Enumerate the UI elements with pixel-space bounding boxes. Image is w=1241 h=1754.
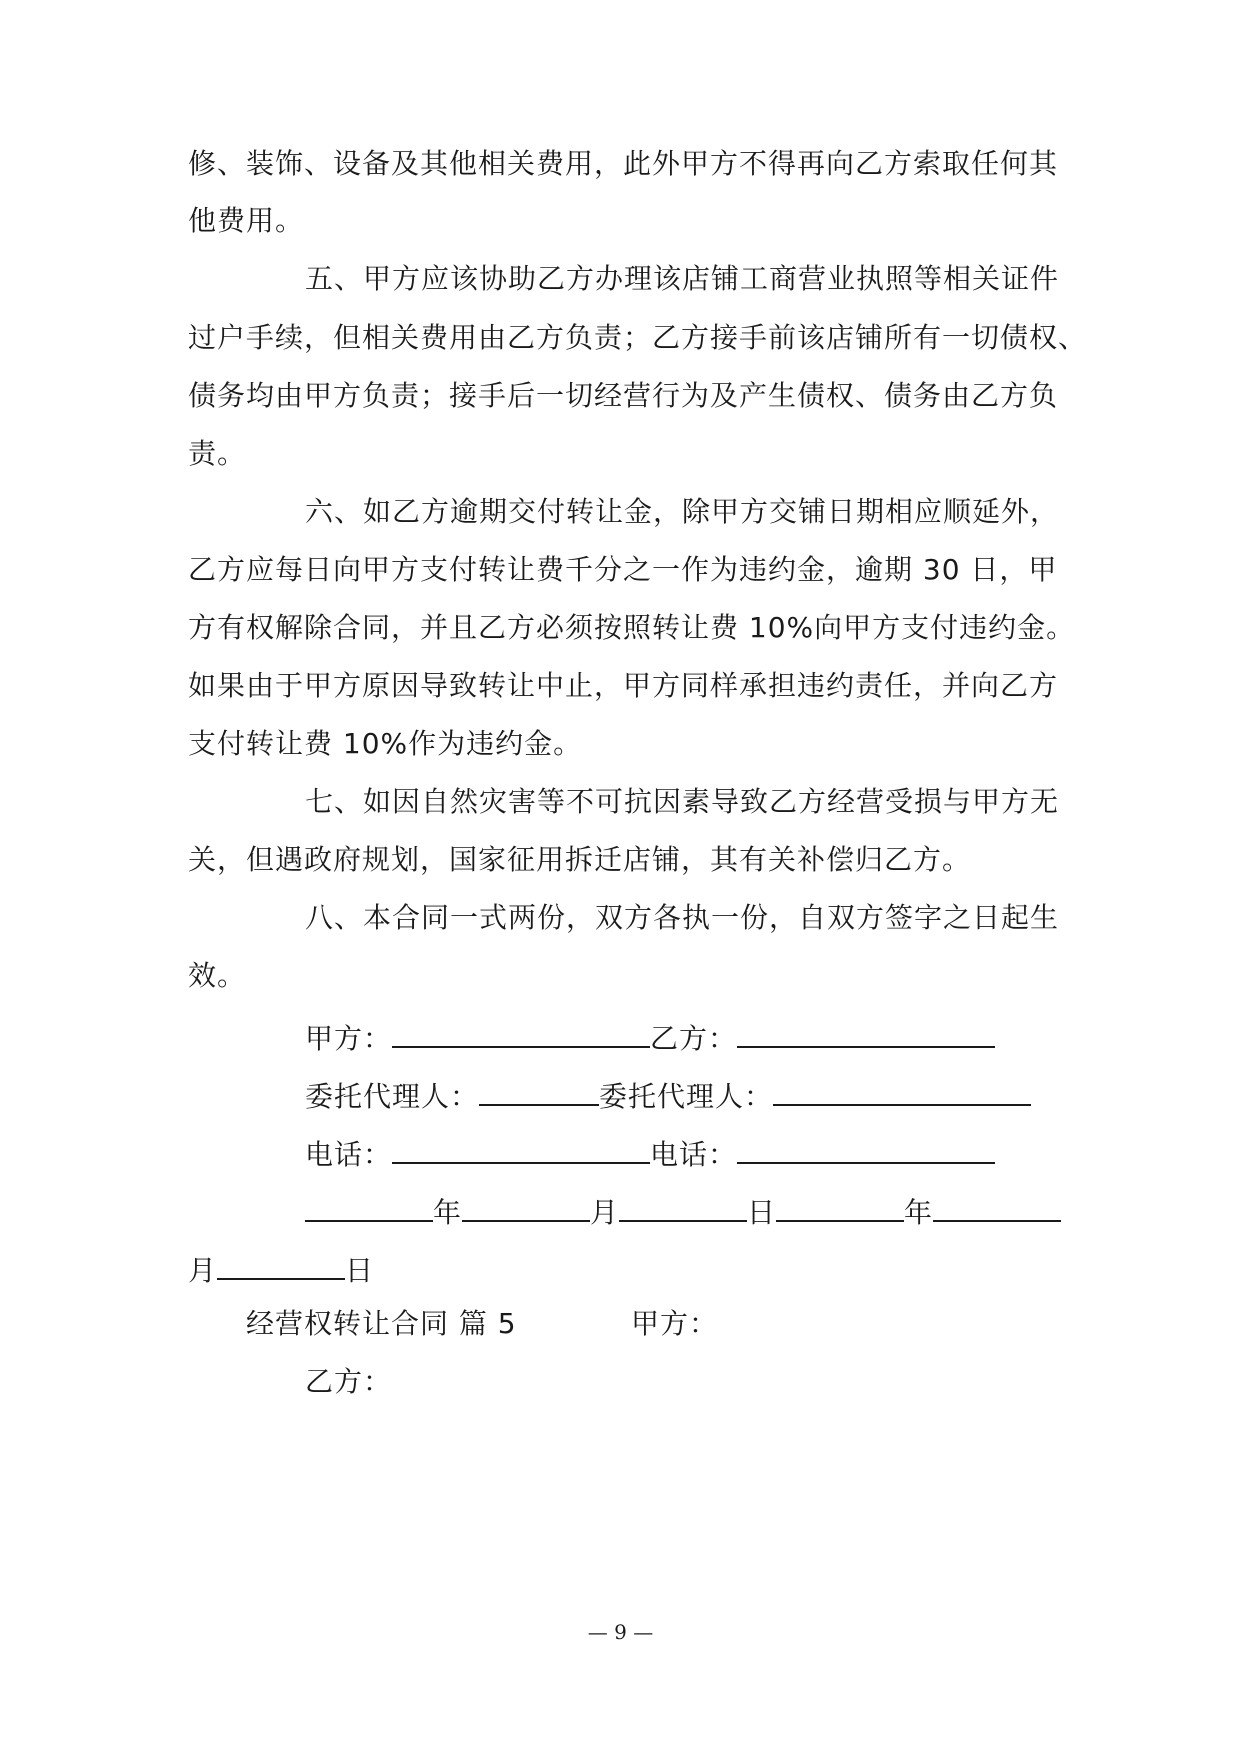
next-party-b-label: 乙方： <box>305 1365 393 1398</box>
party-a-label: 甲方： <box>305 1022 393 1055</box>
day-label: 日 <box>345 1254 375 1287</box>
phone-b-label: 电话： <box>650 1138 738 1171</box>
clause-6: 六、如乙方逾期交付转让金，除甲方交铺日期相应顺延外， <box>305 495 1060 528</box>
next-party-a-label: 甲方： <box>631 1307 719 1340</box>
page-number: — 9 — <box>587 1620 654 1644</box>
month-label: 月 <box>590 1196 620 1229</box>
signature-agent-row <box>305 1074 1031 1115</box>
body-line: 支付转让费 10%作为违约金。 <box>188 727 583 760</box>
body-line: 乙方应每日向甲方支付转让费千分之一作为违约金，逾期 30 日，甲 <box>188 553 1058 586</box>
body-line: 方有权解除合同，并且乙方必须按照转让费 10%向甲方支付违约金。 <box>188 611 1076 644</box>
body-line: 过户手续，但相关费用由乙方负责；乙方接手前该店铺所有一切债权、 <box>188 321 1088 354</box>
party-b-blank <box>737 1016 995 1048</box>
body-line: 修、装饰、设备及其他相关费用，此外甲方不得再向乙方索取任何其 <box>188 147 1059 180</box>
party-b-label: 乙方： <box>650 1022 738 1055</box>
signature-date-row <box>305 1190 1061 1231</box>
phone-a-blank <box>392 1132 650 1164</box>
agent-b-label: 委托代理人： <box>599 1080 774 1113</box>
agent-b-blank <box>773 1074 1031 1106</box>
date-b-day-blank <box>217 1248 345 1280</box>
body-line: 效。 <box>188 959 247 992</box>
month-label: 月 <box>188 1254 218 1287</box>
party-a-blank <box>392 1016 650 1048</box>
signature-parties-row <box>305 1016 995 1057</box>
clause-7: 七、如因自然灾害等不可抗因素导致乙方经营受损与甲方无 <box>305 785 1060 818</box>
signature-date-row-cont <box>188 1248 374 1289</box>
date-b-month-blank <box>933 1190 1061 1222</box>
agent-a-blank <box>479 1074 599 1106</box>
year-label: 年 <box>433 1196 463 1229</box>
next-contract-title: 经营权转让合同 篇 5 <box>246 1307 517 1340</box>
signature-phone-row <box>305 1132 995 1173</box>
day-label: 日 <box>747 1196 777 1229</box>
date-a-year-blank <box>305 1190 433 1222</box>
clause-8: 八、本合同一式两份，双方各执一份，自双方签字之日起生 <box>305 901 1060 934</box>
date-a-month-blank <box>462 1190 590 1222</box>
agent-a-label: 委托代理人： <box>305 1080 480 1113</box>
body-line: 他费用。 <box>188 204 305 237</box>
body-line: 如果由于甲方原因导致转让中止，甲方同样承担违约责任，并向乙方 <box>188 669 1059 702</box>
body-line: 责。 <box>188 437 247 470</box>
date-a-day-blank <box>619 1190 747 1222</box>
phone-b-blank <box>737 1132 995 1164</box>
phone-a-label: 电话： <box>305 1138 393 1171</box>
date-b-year-blank <box>776 1190 904 1222</box>
body-line: 关，但遇政府规划，国家征用拆迁店铺，其有关补偿归乙方。 <box>188 843 972 876</box>
year-label: 年 <box>904 1196 934 1229</box>
clause-5: 五、甲方应该协助乙方办理该店铺工商营业执照等相关证件 <box>305 262 1060 295</box>
body-line: 债务均由甲方负责；接手后一切经营行为及产生债权、债务由乙方负 <box>188 379 1059 412</box>
